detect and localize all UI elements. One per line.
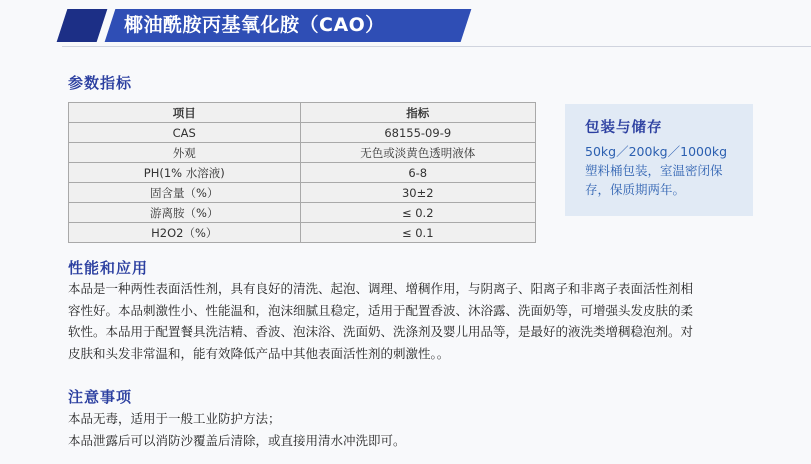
table-row [69,223,536,243]
param-value: 6-8 [300,163,536,183]
paragraph-line: 本品是一种两性表面活性剂，具有良好的清洗、起泡、调理、增稠作用，与阴离子、阳离子和非离子表面活性剂相 [68,281,694,296]
packaging-line: 50kg／200kg／1000kg [585,144,728,159]
packaging-box [565,104,753,216]
paragraph-line: 本品泄露后可以消防沙覆盖后清除，或直接用清水冲洗即可。 [68,432,406,448]
param-name: 固含量（%） [69,183,301,203]
paragraph-line: 软性。本品用于配置餐具洗洁精、香波、泡沫浴、洗面奶、洗涤剂及婴儿用品等，是最好的液洗类增稠稳泡剂。对 [68,324,694,339]
param-name: 游离胺（%） [69,203,301,223]
param-value: 68155-09-9 [300,123,536,143]
param-name: H2O2（%） [69,223,301,243]
performance-paragraph [68,278,768,364]
table-row [69,203,536,223]
table-row [69,143,536,163]
packaging-line: 存，保质期两年。 [585,182,686,197]
param-value: 30±2 [300,183,536,203]
table-row [69,183,536,203]
paragraph-line: 本品无毒，适用于一般工业防护方法； [68,411,281,426]
column-header-spec: 指标 [300,103,536,123]
notes-paragraph [68,408,768,451]
header-divider [62,46,811,47]
column-header-item: 项目 [69,103,301,123]
table-row [69,123,536,143]
params-table [68,102,536,243]
param-name: 外观 [69,143,301,163]
table-row [69,163,536,183]
banner-accent-shape [57,9,108,42]
packaging-line: 塑料桶包装，室温密闭保 [585,163,723,178]
param-name: CAS [69,123,301,143]
page-title: 椰油酰胺丙基氧化胺（CAO） [124,14,385,36]
params-heading: 参数指标 [68,74,133,92]
param-value: 无色或淡黄色透明液体 [300,143,536,163]
notes-heading: 注意事项 [68,388,133,406]
paragraph-line: 容性好。本品刺激性小、性能温和，泡沫细腻且稳定，适用于配置香波、沐浴露、洗面奶等，可增强头发皮肤的柔 [68,302,694,318]
param-value: ≤ 0.2 [300,203,536,223]
table-header-row [69,103,536,123]
param-value: ≤ 0.1 [300,223,536,243]
param-name: PH(1% 水溶液) [69,163,301,183]
packaging-heading: 包装与储存 [585,120,663,136]
paragraph-line: 皮肤和头发非常温和，能有效降低产品中其他表面活性剂的刺激性。。 [68,345,450,361]
performance-heading: 性能和应用 [68,259,149,277]
